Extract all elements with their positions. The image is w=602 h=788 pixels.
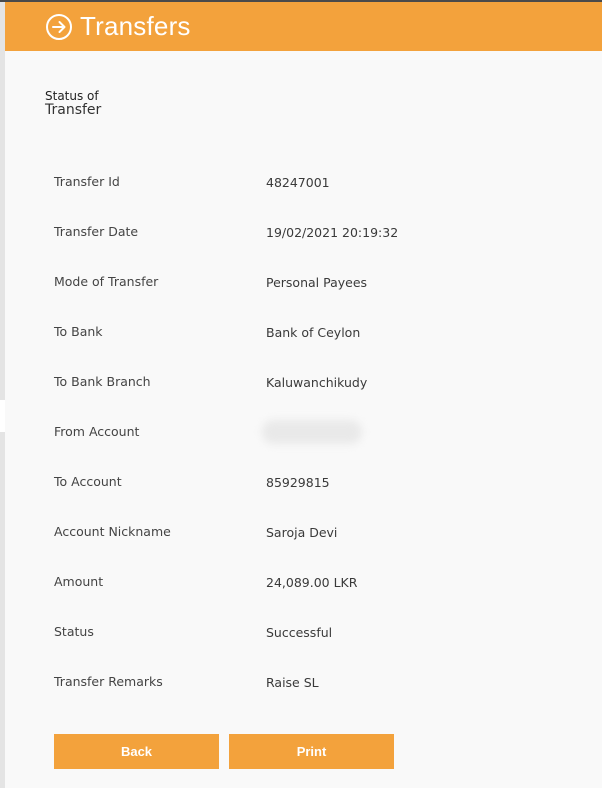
detail-row-amount xyxy=(0,574,602,624)
back-button[interactable]: Back xyxy=(54,734,219,769)
detail-value: Personal Payees xyxy=(266,275,368,290)
detail-row-transfer-remarks xyxy=(0,674,602,724)
detail-label: Transfer Id xyxy=(54,174,120,189)
status-value: Successful xyxy=(266,625,333,640)
detail-label: To Bank xyxy=(54,324,103,339)
detail-label: Transfer Date xyxy=(54,224,139,239)
page-title: Transfers xyxy=(80,11,191,41)
detail-row-status xyxy=(0,624,602,674)
detail-label: Transfer Remarks xyxy=(54,674,163,689)
detail-row-to-account xyxy=(0,474,602,524)
detail-value: Bank of Ceylon xyxy=(266,325,361,340)
detail-label: To Bank Branch xyxy=(54,374,151,389)
detail-label: Mode of Transfer xyxy=(54,274,159,289)
detail-label: Account Nickname xyxy=(54,524,171,539)
detail-row-account-nickname xyxy=(0,524,602,574)
detail-row-transfer-date xyxy=(0,224,602,274)
detail-row-transfer-id xyxy=(0,174,602,224)
detail-value: Kaluwanchikudy xyxy=(266,375,368,390)
detail-label: To Account xyxy=(54,474,122,489)
detail-value: Saroja Devi xyxy=(266,525,338,540)
arrow-circle-right-icon xyxy=(45,13,73,41)
print-button[interactable]: Print xyxy=(229,734,394,769)
detail-value: 19/02/2021 20:19:32 xyxy=(266,225,399,240)
detail-value: 24,089.00 LKR xyxy=(266,575,358,590)
section-title-line1: Status of xyxy=(45,89,99,103)
detail-value: 85929815 xyxy=(266,475,330,490)
section-title-line2: Transfer xyxy=(45,101,102,118)
detail-value: Raise SL xyxy=(266,675,319,690)
detail-row-to-bank xyxy=(0,324,602,374)
detail-label: Status xyxy=(54,624,94,639)
detail-row-to-bank-branch xyxy=(0,374,602,424)
redacted-account-number xyxy=(262,420,362,444)
detail-label: From Account xyxy=(54,424,140,439)
detail-row-mode-of-transfer xyxy=(0,274,602,324)
section-title xyxy=(45,90,101,117)
detail-label: Amount xyxy=(54,574,104,589)
detail-value: 48247001 xyxy=(266,175,330,190)
detail-row-from-account xyxy=(0,424,602,474)
page-header xyxy=(5,2,602,51)
